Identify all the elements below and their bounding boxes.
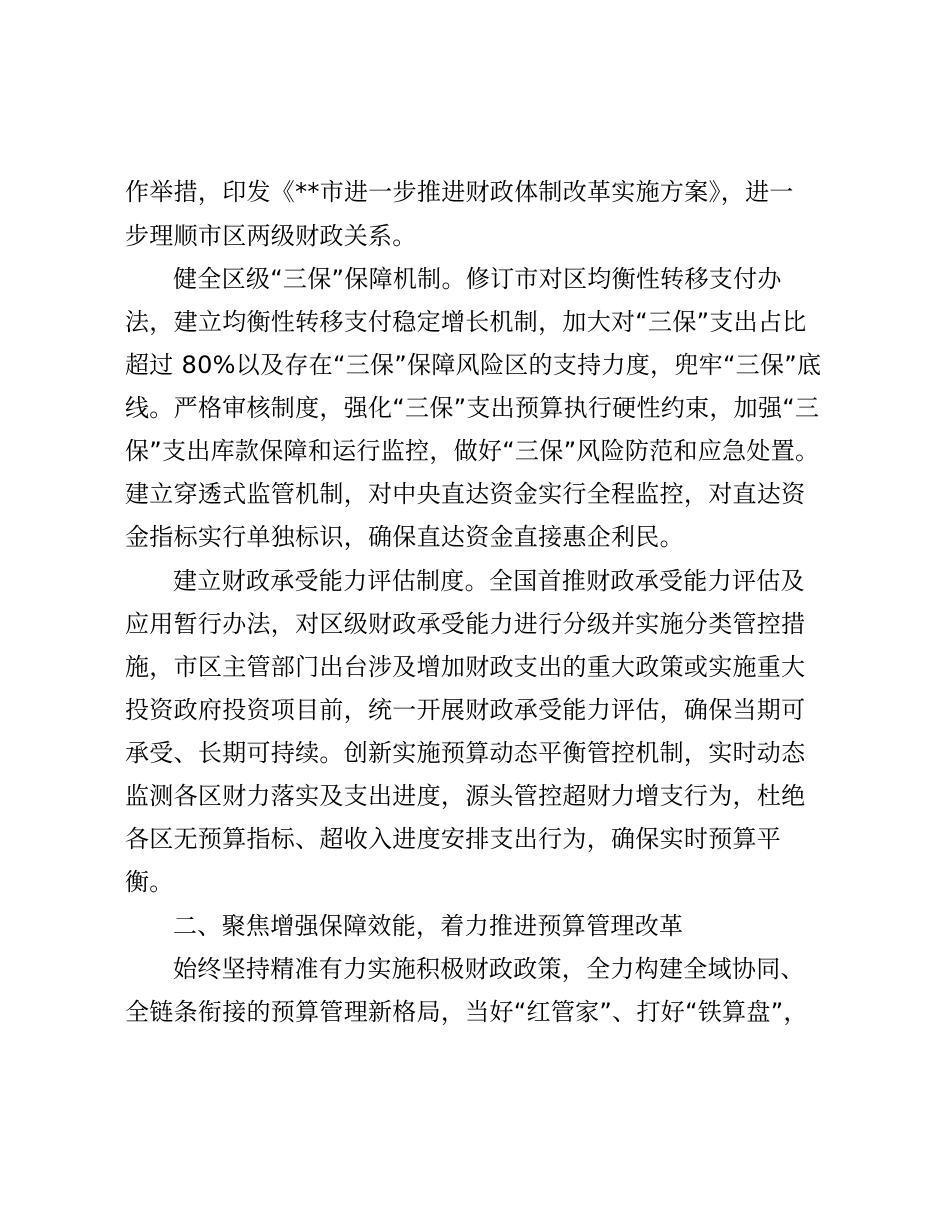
text-line: 保”支出库款保障和运行监控，做好“三保”风险防范和应急处置。 [125, 437, 820, 465]
text-line: 金指标实行单独标识，确保直达资金直接惠企利民。 [125, 523, 684, 551]
section-heading: 二、聚焦增强保障效能，着力推进预算管理改革 [173, 912, 684, 940]
text-line: 施，市区主管部门出台涉及增加财政支出的重大政策或实施重大 [125, 653, 806, 681]
text-line: 承受、长期可持续。创新实施预算动态平衡管控机制，实时动态 [125, 739, 806, 767]
text-line: 全链条衔接的预算管理新格局，当好“红管家”、打好“铁算盘”， [125, 998, 808, 1026]
text-line: 应用暂行办法，对区级财政承受能力进行分级并实施分类管控措 [125, 610, 806, 638]
paragraph-first-line: 健全区级“三保”保障机制。修订市对区均衡性转移支付办 [173, 265, 782, 293]
text-line: 监测各区财力落实及支出进度，源头管控超财力增支行为，杜绝 [125, 782, 806, 810]
text-line: 投资政府投资项目前，统一开展财政承受能力评估，确保当期可 [125, 696, 806, 724]
text-line: 步理顺市区两级财政关系。 [125, 222, 417, 250]
paragraph-first-line: 始终坚持精准有力实施积极财政政策，全力构建全域协同、 [173, 955, 805, 983]
text-line: 作举措，印发《**市进一步推进财政体制改革实施方案》，进一 [125, 178, 794, 206]
text-line: 超过 80%以及存在“三保”保障风险区的支持力度，兜牢“三保”底 [125, 351, 822, 379]
text-line: 各区无预算指标、超收入进度安排支出行为，确保实时预算平 [125, 825, 782, 853]
text-line: 法，建立均衡性转移支付稳定增长机制，加大对“三保”支出占比 [125, 308, 807, 336]
text-line: 建立穿透式监管机制，对中央直达资金实行全程监控，对直达资 [125, 480, 806, 508]
text-line: 衡。 [125, 868, 174, 896]
paragraph-first-line: 建立财政承受能力评估制度。全国首推财政承受能力评估及 [173, 567, 805, 595]
text-line: 线。严格审核制度，强化“三保”支出预算执行硬性约束，加强“三 [125, 394, 820, 422]
